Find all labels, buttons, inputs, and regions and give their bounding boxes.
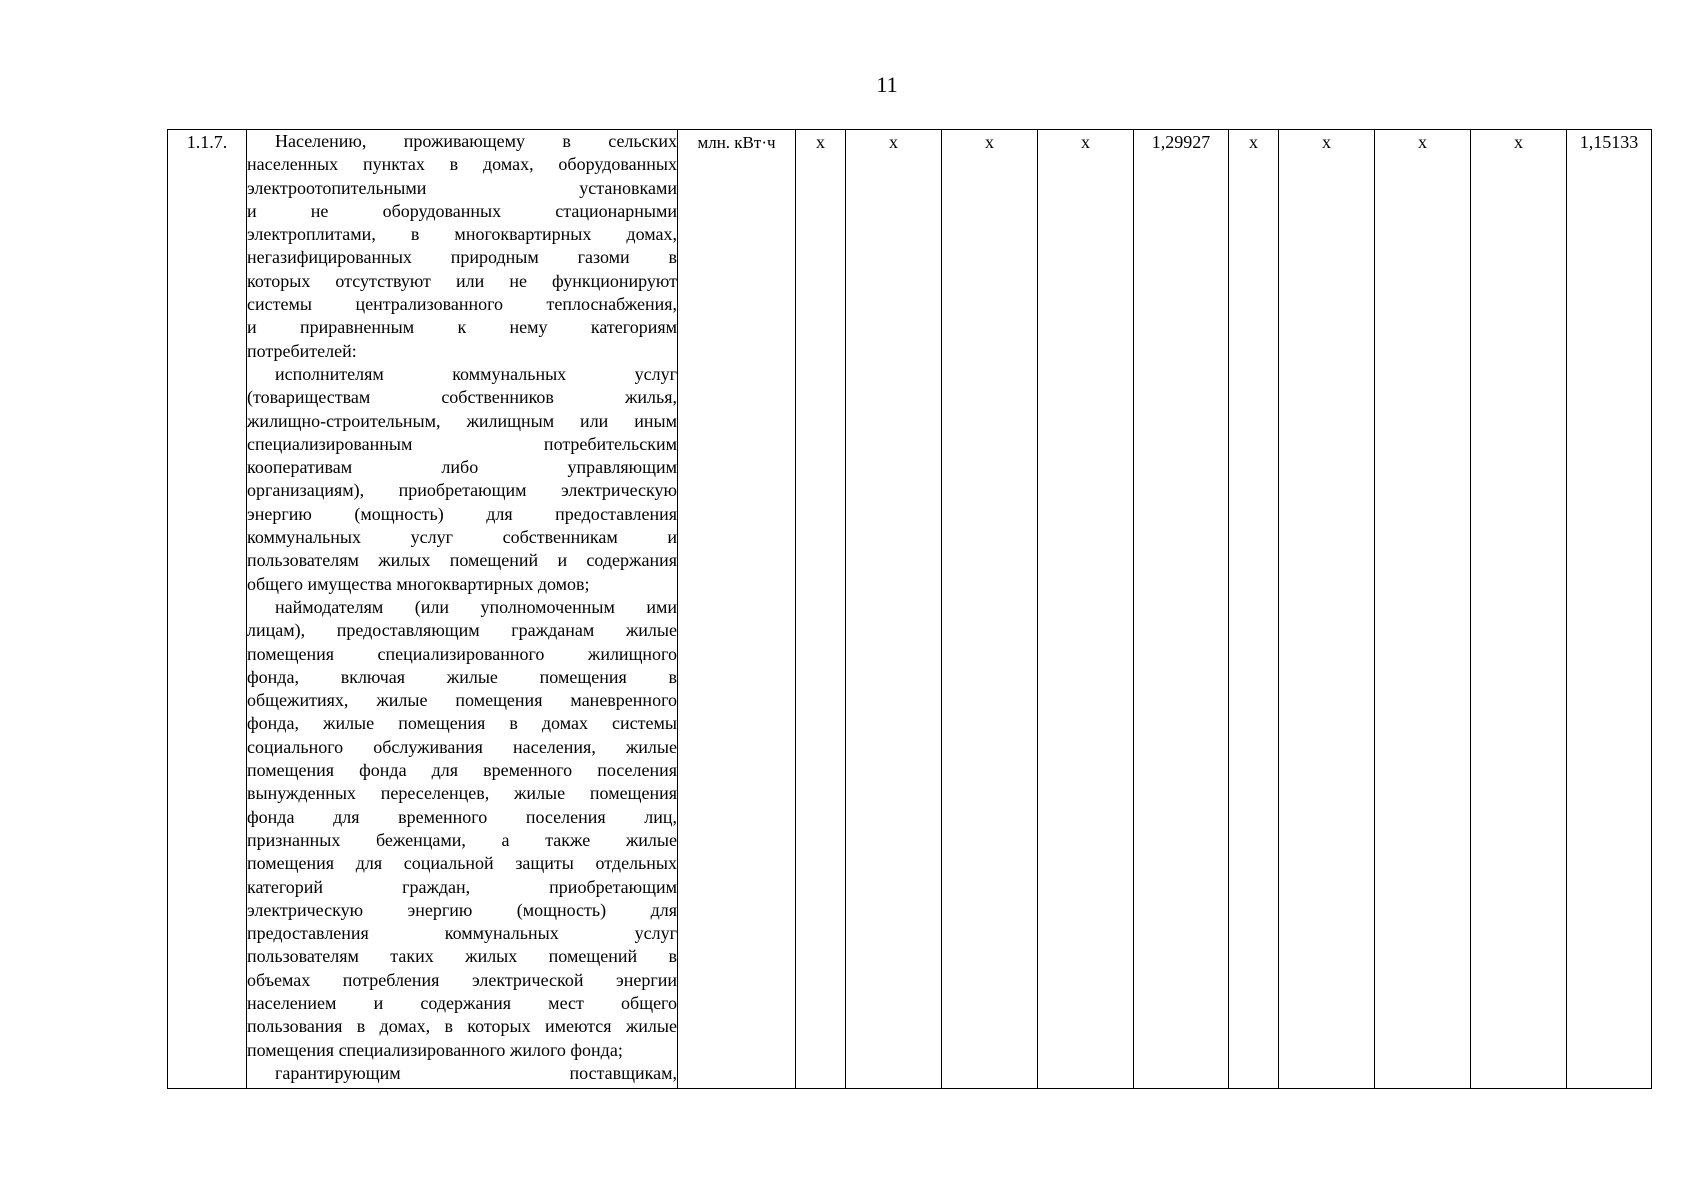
description-line: пользования в домах, в которых имеются жилые [247, 1016, 677, 1037]
row-description [247, 130, 678, 1089]
description-line: помещения специализированного жилищного [247, 643, 677, 664]
description-line: категорий граждан, приобретающим [247, 876, 677, 897]
description-line: и не оборудованных стационарными [247, 200, 677, 221]
description-line: лицам), предоставляющим гражданам жилые [247, 620, 677, 641]
value-cell: x [1471, 130, 1567, 1089]
description-line: системы централизованного теплоснабжения, [247, 294, 677, 315]
page-number: 11 [876, 72, 898, 97]
description-line: исполнителям коммунальных услуг [275, 363, 677, 384]
description-line: наймодателям (или уполномоченным ими [275, 596, 677, 617]
description-line: фонда, жилые помещения в домах системы [247, 713, 677, 734]
description-line: населенных пунктах в домах, оборудованных [247, 154, 677, 175]
description-line: потребителей: [247, 340, 357, 361]
value-cell: x [1229, 130, 1279, 1089]
value-cell: x [796, 130, 846, 1089]
description-line: Населению, проживающему в сельских [275, 131, 677, 151]
description-line: электроотопительными установками [247, 177, 677, 198]
description-line: общего имущества многоквартирных домов; [247, 573, 590, 594]
description-line: кооперативам либо управляющим [247, 457, 677, 478]
description-line: вынужденных переселенцев, жилые помещения [247, 783, 677, 804]
value-cell: 1,15133 [1567, 130, 1652, 1089]
description-line: населением и содержания мест общего [247, 992, 677, 1013]
row-number: 1.1.7. [168, 130, 247, 1089]
description-line: (товариществам собственников жилья, [247, 387, 677, 408]
value-cell: 1,29927 [1134, 130, 1229, 1089]
description-line: жилищно-строительным, жилищным или иным [247, 410, 677, 431]
description-line: пользователям таких жилых помещений в [247, 946, 677, 967]
description-line: фонда, включая жилые помещения в [247, 666, 677, 687]
description-line: общежитиях, жилые помещения маневренного [247, 690, 677, 711]
description-line: энергию (мощность) для предоставления [247, 503, 677, 524]
description-line: признанных беженцами, а также жилые [247, 829, 677, 850]
description-line: предоставления коммунальных услуг [247, 923, 677, 944]
value-cell: x [942, 130, 1038, 1089]
value-cell: x [846, 130, 942, 1089]
description-line: помещения фонда для временного поселения [247, 760, 677, 781]
description-line: и приравненным к нему категориям [247, 317, 677, 338]
unit-cell: млн. кВт·ч [678, 130, 796, 1089]
description-line: объемах потребления электрической энергии [247, 969, 677, 990]
description-line: электроплитами, в многоквартирных домах, [247, 224, 677, 245]
description-line: организациям), приобретающим электрическую [247, 480, 677, 501]
description-line: специализированным потребительским [247, 433, 677, 454]
description-line: которых отсутствуют или не функционируют [247, 270, 677, 291]
description-lines [247, 130, 677, 1085]
tariff-table [167, 129, 1652, 1089]
description-line: пользователям жилых помещений и содержания [247, 550, 677, 571]
value-cell: x [1038, 130, 1134, 1089]
description-line: электрическую энергию (мощность) для [247, 899, 677, 920]
table-row [168, 130, 1652, 1089]
value-cell: x [1279, 130, 1375, 1089]
description-line: помещения специализированного жилого фонда; [247, 1039, 623, 1060]
description-line: социального обслуживания населения, жилые [247, 736, 677, 757]
description-line: гарантирующим поставщикам, [275, 1062, 677, 1083]
description-line: фонда для временного поселения лиц, [247, 806, 677, 827]
description-line: помещения для социальной защиты отдельных [247, 853, 677, 874]
description-line: коммунальных услуг собственникам и [247, 527, 677, 548]
description-line: негазифицированных природным газоми в [247, 247, 677, 268]
value-cell: x [1375, 130, 1471, 1089]
